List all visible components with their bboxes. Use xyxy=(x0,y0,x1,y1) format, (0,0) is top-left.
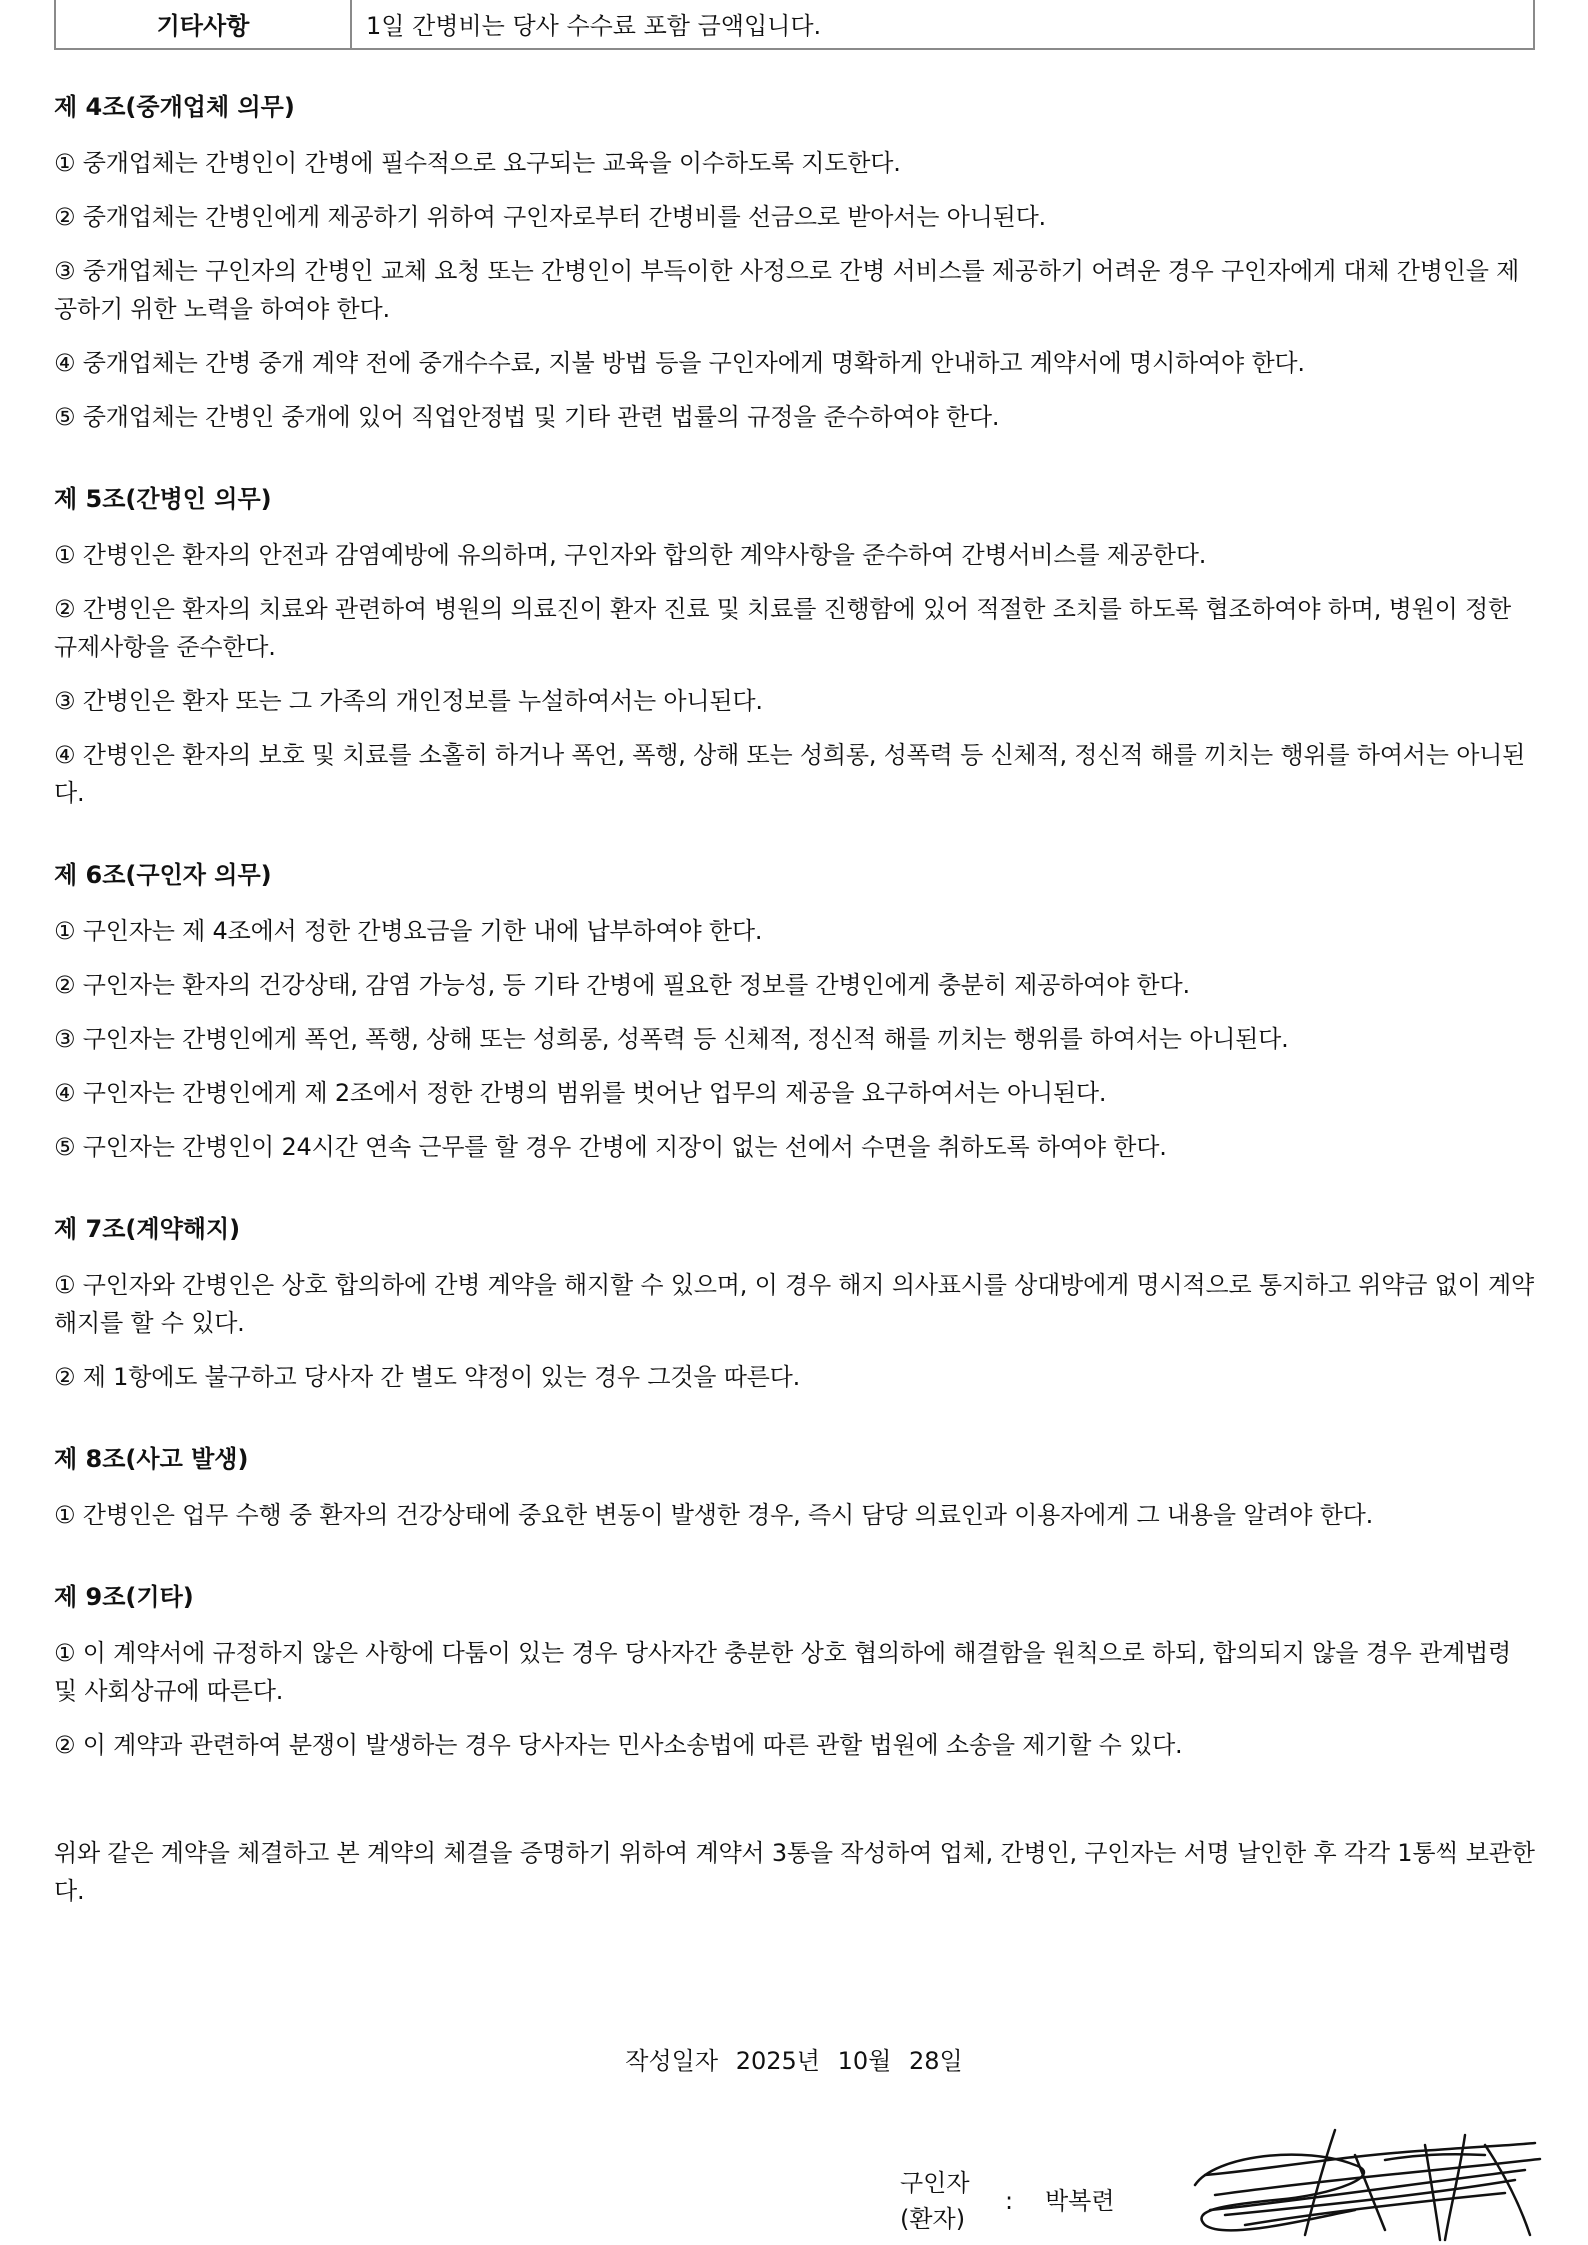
article-section xyxy=(54,858,1535,1166)
date-day: 28일 xyxy=(908,2047,963,2075)
article-clause: ④ 간병인은 환자의 보호 및 치료를 소홀히 하거나 폭언, 폭행, 상해 또는 성희롱, 성폭력 등 신체적, 정신적 해를 끼치는 행위를 하여서는 아니된다. xyxy=(54,741,1526,807)
article-clause: ② 간병인은 환자의 치료와 관련하여 병원의 의료진이 환자 진료 및 치료를 진행함에 있어 적절한 조치를 하도록 협조하여야 하며, 병원이 정한 규제사항을 준수한다. xyxy=(54,595,1511,661)
signer-role-line2: (환자) xyxy=(900,2205,966,2233)
date-month: 10월 xyxy=(837,2047,892,2075)
date-line xyxy=(0,2042,1588,2080)
other-matters-value: 1일 간병비는 당사 수수료 포함 금액입니다. xyxy=(351,0,1534,49)
contract-page xyxy=(54,0,1535,1910)
article-clause: ① 구인자와 간병인은 상호 합의하에 간병 계약을 해지할 수 있으며, 이 경우 해지 의사표시를 상대방에게 명시적으로 통지하고 위약금 없이 계약해지를 할 수 있다. xyxy=(54,1271,1534,1337)
article-section xyxy=(54,1580,1535,1764)
article-clause: ③ 중개업체는 구인자의 간병인 교체 요청 또는 간병인이 부득이한 사정으로 간병 서비스를 제공하기 어려운 경우 구인자에게 대체 간병인을 제공하기 위한 노력을 하여야 한다. xyxy=(54,257,1520,323)
signer-name: 박복련 xyxy=(1045,2187,1115,2215)
article-section xyxy=(54,1212,1535,1396)
article-title: 제 5조(간병인 의무) xyxy=(54,485,272,513)
article-title: 제 7조(계약해지) xyxy=(54,1215,241,1243)
closing-statement: 위와 같은 계약을 체결하고 본 계약의 체결을 증명하기 위하여 계약서 3통을 작성하여 업체, 간병인, 구인자는 서명 날인한 후 각각 1통씩 보관한다. xyxy=(54,1839,1535,1905)
article-title: 제 4조(중개업체 의무) xyxy=(54,93,295,121)
article-title: 제 8조(사고 발생) xyxy=(54,1445,249,1473)
article-clause: ② 제 1항에도 불구하고 당사자 간 별도 약정이 있는 경우 그것을 따른다. xyxy=(54,1363,801,1391)
other-matters-label: 기타사항 xyxy=(55,0,351,49)
article-clause: ② 중개업체는 간병인에게 제공하기 위하여 구인자로부터 간병비를 선금으로 받아서는 아니된다. xyxy=(54,203,1046,231)
article-clause: ③ 간병인은 환자 또는 그 가족의 개인정보를 누설하여서는 아니된다. xyxy=(54,687,763,715)
article-clause: ③ 구인자는 간병인에게 폭언, 폭행, 상해 또는 성희롱, 성폭력 등 신체적, 정신적 해를 끼치는 행위를 하여서는 아니된다. xyxy=(54,1025,1289,1053)
article-clause: ① 간병인은 환자의 안전과 감염예방에 유의하며, 구인자와 합의한 계약사항을 준수하여 간병서비스를 제공한다. xyxy=(54,541,1207,569)
article-section xyxy=(54,1442,1535,1534)
article-clause: ② 구인자는 환자의 건강상태, 감염 가능성, 등 기타 간병에 필요한 정보를 간병인에게 충분히 제공하여야 한다. xyxy=(54,971,1190,999)
date-year: 2025년 xyxy=(735,2047,820,2075)
article-clause: ② 이 계약과 관련하여 분쟁이 발생하는 경우 당사자는 민사소송법에 따른 관할 법원에 소송을 제기할 수 있다. xyxy=(54,1731,1183,1759)
article-clause: ⑤ 구인자는 간병인이 24시간 연속 근무를 할 경우 간병에 지장이 없는 선에서 수면을 취하도록 하여야 한다. xyxy=(54,1133,1167,1161)
handwritten-signature xyxy=(1185,2115,1545,2245)
date-label: 작성일자 xyxy=(625,2047,719,2075)
article-clause: ① 중개업체는 간병인이 간병에 필수적으로 요구되는 교육을 이수하도록 지도한다. xyxy=(54,149,901,177)
other-matters-table xyxy=(54,0,1535,50)
article-clause: ① 구인자는 제 4조에서 정한 간병요금을 기한 내에 납부하여야 한다. xyxy=(54,917,763,945)
articles-section xyxy=(54,90,1535,1764)
article-title: 제 9조(기타) xyxy=(54,1583,194,1611)
article-title: 제 6조(구인자 의무) xyxy=(54,861,272,889)
signer-role xyxy=(900,2165,1010,2237)
article-clause: ④ 구인자는 간병인에게 제 2조에서 정한 간병의 범위를 벗어난 업무의 제공을 요구하여서는 아니된다. xyxy=(54,1079,1107,1107)
signer-colon: : xyxy=(1005,2187,1014,2215)
article-section xyxy=(54,90,1535,436)
article-clause: ⑤ 중개업체는 간병인 중개에 있어 직업안정법 및 기타 관련 법률의 규정을 준수하여야 한다. xyxy=(54,403,1000,431)
article-clause: ① 이 계약서에 규정하지 않은 사항에 다툼이 있는 경우 당사자간 충분한 상호 협의하에 해결함을 원칙으로 하되, 합의되지 않을 경우 관계법령 및 사회상규에 따른다. xyxy=(54,1639,1511,1705)
table-row xyxy=(55,0,1534,49)
signer-role-line1: 구인자 xyxy=(900,2169,970,2197)
article-clause: ① 간병인은 업무 수행 중 환자의 건강상태에 중요한 변동이 발생한 경우, 즉시 담당 의료인과 이용자에게 그 내용을 알려야 한다. xyxy=(54,1501,1374,1529)
article-section xyxy=(54,482,1535,812)
article-clause: ④ 중개업체는 간병 중개 계약 전에 중개수수료, 지불 방법 등을 구인자에게 명확하게 안내하고 계약서에 명시하여야 한다. xyxy=(54,349,1305,377)
